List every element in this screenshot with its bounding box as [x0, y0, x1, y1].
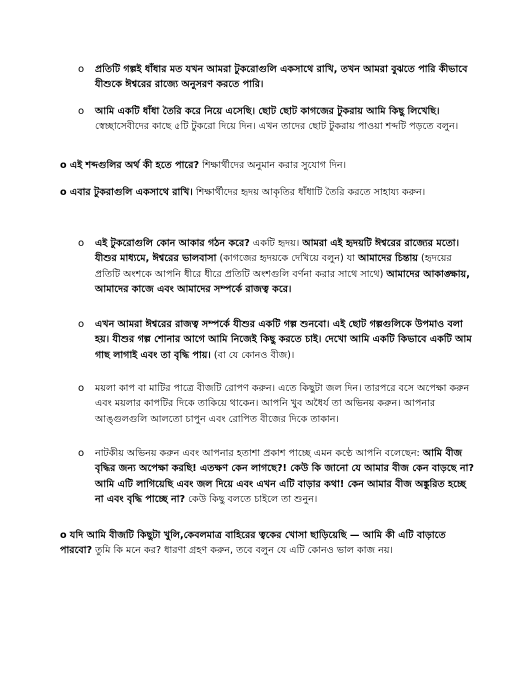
- paragraph: [95, 381, 475, 427]
- hollow-bullet-icon: o: [78, 106, 85, 117]
- list-item: [78, 381, 475, 427]
- hollow-bullet-icon: o: [78, 64, 85, 75]
- hollow-bullet-icon: o: [78, 319, 85, 330]
- bold-text: o এই শব্দগুলির অর্থ কী হতে পারে?: [60, 160, 200, 171]
- list-item: [78, 317, 475, 363]
- bold-text: আমাদের আকাঙ্ক্ষায়, আমাদের কাজে এবং আমাদের সম্পর্কে রাজত্ব করে।: [95, 268, 470, 295]
- body-text: শিক্ষার্থীদের হৃদয় আকৃতির ধাঁধাটি তৈরি করতে সাহায্য করুন।: [192, 187, 426, 198]
- list-item: [78, 236, 475, 297]
- paragraph: [95, 446, 475, 507]
- bold-text: এখন আমরা ঈশ্বরের রাজত্ব সম্পর্কে যীশুর একটি গল্প শুনবো। এই ছোট গল্পগুলিকে উপমাও বলা হয়। যীশুর গল্প শোনার আগে আমি নিজেই কিছু করতে চাই। দেখো আমি একটি কিভাবে একটি আম গাছ লাগাই এবং তা বৃদ্ধি পায়।: [95, 319, 472, 361]
- bold-text: আমি একটি ধাঁধা তৈরি করে নিয়ে এসেছি। ছোট ছোট কাগজের টুকরায় আমি কিছু লিখেছি।: [95, 106, 440, 117]
- list-item: [78, 62, 473, 93]
- hollow-bullet-icon: o: [78, 383, 85, 394]
- bold-text: এই টুকরোগুলি কোন আকার গঠন করে?: [95, 238, 250, 249]
- list-item: [60, 158, 480, 173]
- list-item: [78, 446, 475, 507]
- body-text: কেউ কিছু বলতে চাইলে তা শুনুন।: [185, 493, 318, 505]
- bold-text: আমাদের চিন্তায়: [358, 253, 418, 265]
- body-text: একটি হৃদয়।: [249, 238, 303, 249]
- bold-text: প্রতিটি গল্পই ধাঁধার মত যখন আমরা টুকরোগুলি একসাথে রাখি, তখন আমরা বুঝতে পারি কীভাবে যীশুকে ঈশ্বরের রাজ্যে অনুসরণ করতে পারি।: [95, 64, 468, 91]
- paragraph: [60, 158, 480, 173]
- body-text: (হৃদয়ের প্রতিটি অংশকে আপনি ধীরে ধীরে প্রতিটি অংশগুলি বর্ণনা করার সাথে সাথে): [95, 253, 452, 280]
- body-text: তুমি কি মনে কর? ধারণা গ্রহণ করুন, তবে বলুন যে এটি কোনও ভাল কাজ নয়।: [92, 545, 393, 557]
- paragraph: [95, 317, 475, 363]
- list-item: [60, 528, 480, 559]
- bold-text: আমি বীজ বৃদ্ধির জন্য অপেক্ষা করছি! এতক্ষণ কেন লাগছে?! কেউ কি জানো যে আমার বীজ কেন বাড়ছে না? আমি এটি লাগিয়েছি এবং জল দিয়ে এবং এখন এটি বাড়ার কথা! কেন আমার বীজ অঙ্কুরিত হচ্ছে না এবং বৃদ্ধি পাচ্ছে না?: [95, 448, 474, 505]
- paragraph: [60, 185, 480, 200]
- list-item: [60, 185, 480, 200]
- body-text: ময়লা কাপ বা মাটির পাত্রে বীজটি রোপণ করুন। এতে কিছুটা জল দিন। তারপরে বসে অপেক্ষা করুন এবং ময়লার কাপটির দিকে তাকিয়ে থাকেন। আপনি খুব অধৈর্য তা অভিনয় করুন। আপনার আঙ্গুলগুলি আলতো চাপুন এবং রোপিত বীজের দিকে তাকান।: [95, 383, 470, 425]
- hollow-bullet-icon: o: [78, 448, 85, 459]
- body-text: (কাগজের হৃদয়কে দেখিয়ে বলুন) যা: [216, 253, 359, 265]
- body-text: শিক্ষার্থীদের অনুমান করার সুযোগ দিন।: [199, 160, 347, 171]
- paragraph: [95, 62, 473, 93]
- list-item: [78, 104, 475, 135]
- body-text: (বা যে কোনও বীজ)।: [210, 349, 295, 361]
- paragraph: [95, 236, 475, 297]
- paragraph: [95, 104, 475, 135]
- bold-text: আমরা এই হৃদয়টি ঈশ্বরের রাজ্যের মতো। যীশুর মাধ্যমে, ঈশ্বরের ভালবাসা: [95, 238, 460, 265]
- hollow-bullet-icon: o: [78, 238, 85, 249]
- bold-text: o এবার টুকরাগুলি একসাথে রাখি।: [60, 187, 193, 198]
- paragraph: [60, 528, 480, 559]
- bold-text: o যদি আমি বীজটি কিছুটা খুলি,কেবলমাত্র বাহিরের ত্বকের খোসা ছাড়িয়েছি — আমি কী এটি বাড়াতে পারবো?: [60, 530, 446, 557]
- body-text: নাটকীয় অভিনয় করুন এবং আপনার হতাশা প্রকাশ পাচ্ছে এমন কণ্ঠে আপনি বলেছেন:: [95, 448, 423, 459]
- body-text: স্বেচ্ছাসেবীদের কাছে ৫টি টুকরো দিয়ে দিন। এখন তাদের ছোট টুকরায় পাওয়া শব্দটি পড়তে বলুন।: [95, 121, 459, 133]
